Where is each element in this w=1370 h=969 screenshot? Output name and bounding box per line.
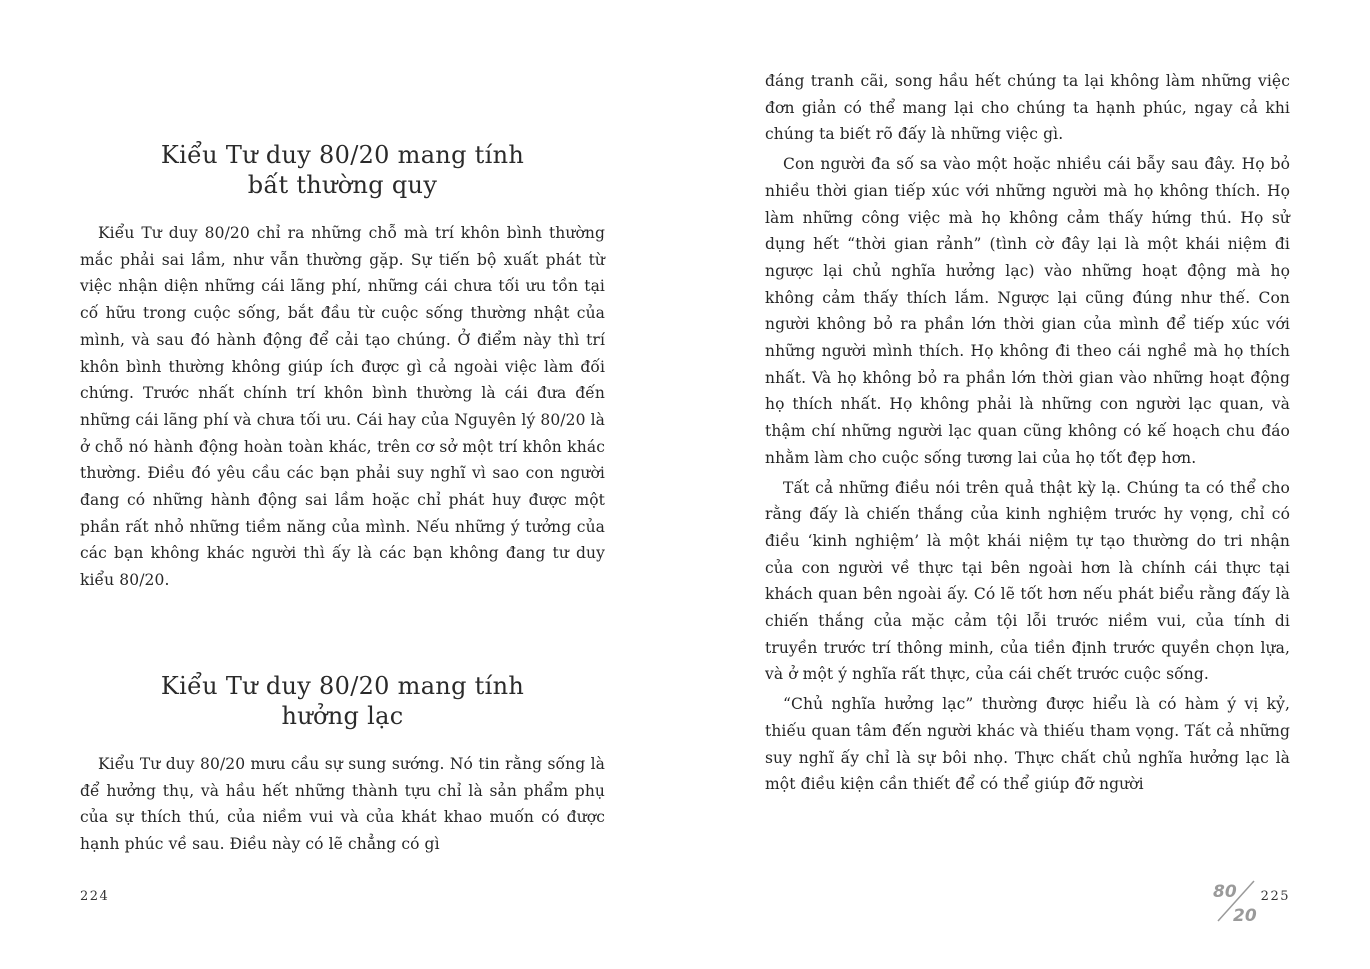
section-title-line-1: Kiểu Tư duy 80/20 mang tính: [160, 141, 525, 169]
right-page-body: [765, 68, 1290, 798]
page-number-right: 225: [1260, 889, 1290, 904]
section-title-line-2: bất thường quy: [247, 171, 438, 199]
paragraph: Kiểu Tư duy 80/20 chỉ ra những chỗ mà trí khôn bình thường mắc phải sai lầm, như vẫn thường gặp. Sự tiến bộ xuất phát từ việc nhận diện những cái lãng phí, những cái chưa tối ưu tồn tại cố hữu trong cuộc sống, bắt đầu từ cuộc sống thường nhật của mình, và sau đó hành động để cải tạo chúng. Ở điểm này thì trí khôn bình thường không giúp ích được gì cả ngoài việc làm đối chứng. Trước nhất chính trí khôn bình thường là cái đưa đến những cái lãng phí và chưa tối ưu. Cái hay của Nguyên lý 80/20 là ở chỗ nó hành động hoàn toàn khác, trên cơ sở một trí khôn khác thường. Điều đó yêu cầu các bạn phải suy nghĩ vì sao con người đang có những hành động sai lầm hoặc chỉ phát huy được một phần rất nhỏ những tiềm năng của mình. Nếu những ý tưởng của các bạn không khác người thì ấy là các bạn không đang tư duy kiểu 80/20.: [80, 224, 605, 590]
section-body-irregular: [80, 220, 605, 594]
logo-top-text: 80: [1213, 882, 1237, 902]
section-title-line-2: hưởng lạc: [281, 702, 404, 730]
paragraph: “Chủ nghĩa hưởng lạc” thường được hiểu là có hàm ý vị kỷ, thiếu quan tâm đến người khác và thiếu tham vọng. Tất cả những suy nghĩ ấy chỉ là sự bôi nhọ. Thực chất chủ nghĩa hưởng lạc là một điều kiện cần thiết để có thể giúp đỡ người: [765, 695, 1290, 794]
paragraph: Tất cả những điều nói trên quả thật kỳ lạ. Chúng ta có thể cho rằng đấy là chiến thắng của kinh nghiệm trước hy vọng, chỉ có điều ‘kinh nghiệm’ là một khái niệm tự tạo thường do tri nhận của con người về thực tại bên ngoài hơn là chính cái thực tại khách quan bên ngoài ấy. Có lẽ tốt hơn nếu phát biểu rằng đấy là chiến thắng của mặc cảm tội lỗi trước niềm vui, của tính di truyền trước trí thông minh, của tiền định trước quyền chọn lựa, và ở một ý nghĩa rất thực, của cái chết trước cuộc sống.: [765, 478, 1290, 684]
section-title-hedonistic: [80, 671, 605, 731]
right-page: [765, 0, 1290, 969]
section-title-line-1: Kiểu Tư duy 80/20 mang tính: [160, 672, 525, 700]
section-body-hedonistic: [80, 751, 605, 858]
paragraph: đáng tranh cãi, song hầu hết chúng ta lại không làm những việc đơn giản có thể mang lại cho chúng ta hạnh phúc, ngay cả khi chúng ta biết rõ đấy là những việc gì.: [765, 72, 1290, 144]
paragraph: Con người đa số sa vào một hoặc nhiều cái bẫy sau đây. Họ bỏ nhiều thời gian tiếp xúc với những người mà họ không thích. Họ làm những công việc mà họ không cảm thấy hứng thú. Họ sử dụng hết “thời gian rảnh” (tình cờ đây lại là một khái niệm đi ngược lại chủ nghĩa hưởng lạc) vào những hoạt động mà họ không cảm thấy thích lắm. Ngược lại cũng đúng như thế. Con người không bỏ ra phần lớn thời gian của mình để tiếp xúc với những người mình thích. Họ không đi theo cái nghề mà họ thích nhất. Và họ không bỏ ra phần lớn thời gian vào những hoạt động họ thích nhất. Họ không phải là những con người lạc quan, và thậm chí những người lạc quan cũng không có kế hoạch chu đáo nhằm làm cho cuộc sống tương lai của họ tốt đẹp hơn.: [765, 155, 1290, 467]
paragraph: Kiểu Tư duy 80/20 mưu cầu sự sung sướng. Nó tin rằng sống là để hưởng thụ, và hầu hết những thành tựu chỉ là sản phẩm phụ của sự thích thú, của niềm vui và của khát khao muốn có được hạnh phúc về sau. Điều này có lẽ chẳng có gì: [80, 755, 605, 854]
section-title-irregular: [80, 140, 605, 200]
page-number-left: 224: [80, 889, 110, 904]
8020-logo-icon: [1210, 877, 1262, 925]
logo-bottom-text: 20: [1233, 906, 1257, 925]
left-page: [80, 0, 605, 969]
